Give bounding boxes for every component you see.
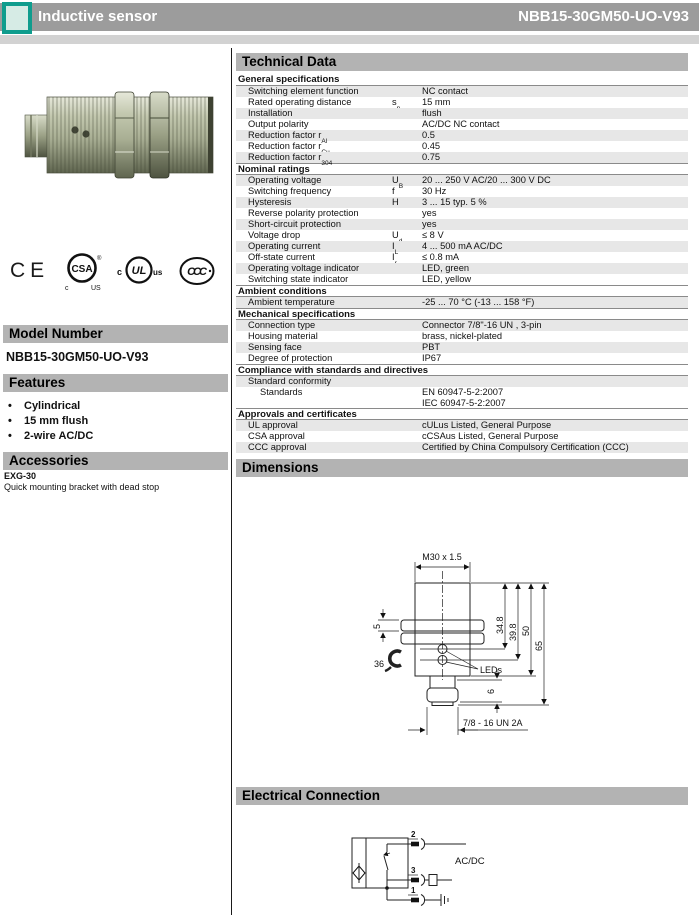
spec-value: Connector 7/8"-16 UN , 3-pin <box>422 320 542 330</box>
csa-logo-icon <box>61 249 103 293</box>
svg-text:CSA: CSA <box>71 264 94 275</box>
dim-39-8: 39.8 <box>508 623 518 641</box>
spec-row <box>236 219 688 230</box>
spec-row <box>236 130 688 145</box>
spec-label: Standards <box>260 387 303 397</box>
accessories-heading: Accessories <box>3 452 228 470</box>
spec-value: ≤ 0.8 mA <box>422 252 460 262</box>
inductive-sensor-symbol <box>353 863 365 883</box>
spec-section-title: Nominal ratings <box>236 163 688 175</box>
features-heading: Features <box>3 374 228 392</box>
product-photo <box>12 72 220 212</box>
spec-value: flush <box>422 108 442 118</box>
hex-nut-front <box>115 92 134 178</box>
spec-row <box>236 376 688 387</box>
part-number: NBB15-30GM50-UO-V93 <box>518 8 689 25</box>
bullet-icon: • <box>8 400 12 412</box>
spec-label: Installation <box>248 108 293 118</box>
spec-value: yes <box>422 219 437 229</box>
svg-text:UL: UL <box>131 265 147 277</box>
feature-label: 15 mm flush <box>24 415 89 427</box>
spec-row <box>236 331 688 342</box>
spec-value: cULus Listed, General Purpose <box>422 420 552 430</box>
spec-label: UL approval <box>248 420 298 430</box>
spec-row <box>236 230 688 241</box>
wrench-icon <box>390 651 401 666</box>
spec-row <box>236 119 688 130</box>
spec-label: Housing material <box>248 331 318 341</box>
spec-row <box>236 252 688 263</box>
spec-label: Reverse polarity protection <box>248 208 359 218</box>
hex-nut-back <box>150 92 169 178</box>
spec-symbol: $I_L$ <box>392 241 399 256</box>
ccc-logo-icon <box>176 253 222 289</box>
spec-label: CSA approval <box>248 431 305 441</box>
spec-row <box>236 431 688 442</box>
model-number-heading: Model Number <box>3 325 228 343</box>
feature-item <box>8 429 93 444</box>
terminal-1 <box>387 886 448 906</box>
model-number-value: NBB15-30GM50-UO-V93 <box>6 350 149 364</box>
wiring-diagram <box>340 826 540 915</box>
spec-label: Reduction factor $r_{Al}$ <box>248 130 328 145</box>
terminal-2-label: 2 <box>411 830 416 839</box>
spec-row <box>236 186 688 197</box>
dim-5: 5 <box>372 623 382 629</box>
spec-row <box>236 274 688 285</box>
dim-65: 65 <box>534 640 544 651</box>
spec-label: Reduction factor $r_{304}$ <box>248 152 333 167</box>
spec-value: -25 ... 70 °C (-13 ... 158 °F) <box>422 297 535 307</box>
spec-symbol: I <box>392 252 395 262</box>
brand-square-icon <box>2 2 32 34</box>
terminal-2 <box>387 830 466 850</box>
spec-label: Standard conformity <box>248 376 332 386</box>
spec-symbol: U <box>392 230 399 240</box>
technical-data-table <box>236 74 688 453</box>
dim-50: 50 <box>521 625 531 636</box>
spec-row <box>236 108 688 119</box>
spec-label: Operating voltage indicator <box>248 263 360 273</box>
bullet-icon: • <box>8 415 12 427</box>
spec-value: brass, nickel-plated <box>422 331 503 341</box>
right-column <box>236 48 690 915</box>
technical-data-heading: Technical Data <box>236 53 688 71</box>
connector-thread-label: 7/8 - 16 UN 2A <box>463 718 523 728</box>
spec-value: 0.75 <box>422 152 441 162</box>
spec-row <box>236 353 688 364</box>
spec-row <box>236 208 688 219</box>
supply-label: AC/DC <box>455 856 485 867</box>
spec-value: cCSAus Listed, General Purpose <box>422 431 559 441</box>
spec-symbol: H <box>392 197 399 207</box>
terminal-1-label: 1 <box>411 886 416 895</box>
spec-label: Sensing face <box>248 342 302 352</box>
left-column <box>0 48 231 915</box>
dimension-drawing <box>366 538 656 753</box>
spec-value: 3 ... 15 typ. 5 % <box>422 197 487 207</box>
spec-label: Connection type <box>248 320 316 330</box>
feature-label: 2-wire AC/DC <box>24 430 94 442</box>
spec-value: LED, yellow <box>422 274 472 284</box>
thread-label: M30 x 1.5 <box>422 552 462 562</box>
spec-value: 30 Hz <box>422 186 447 196</box>
spec-value: 4 ... 500 mA AC/DC <box>422 241 503 251</box>
spec-value: IP67 <box>422 353 442 363</box>
accessory-name: EXG-30 <box>4 471 37 481</box>
spec-label: Voltage drop <box>248 230 301 240</box>
spec-label: Switching element function <box>248 86 359 96</box>
terminal-3-label: 3 <box>411 866 416 875</box>
spec-row <box>236 175 688 190</box>
spec-value: 15 mm <box>422 97 451 107</box>
spec-section-title: Approvals and certificates <box>236 408 688 420</box>
spec-label: CCC approval <box>248 442 307 452</box>
electrical-connection-heading: Electrical Connection <box>236 787 688 805</box>
spec-section-title: General specifications <box>236 74 688 86</box>
spec-label: Off-state current <box>248 252 315 262</box>
dimensions-heading: Dimensions <box>236 459 688 477</box>
column-divider <box>231 48 232 915</box>
spec-label: Switching state indicator <box>248 274 349 284</box>
accessory-description: Quick mounting bracket with dead stop <box>4 482 160 492</box>
spec-label: Hysteresis <box>248 197 292 207</box>
terminal-3 <box>387 866 452 886</box>
svg-text:®: ® <box>97 256 102 262</box>
spec-value: ≤ 8 V <box>422 230 444 240</box>
drawing-connector-shaft <box>430 676 455 688</box>
drawing-connector-collar <box>427 688 458 702</box>
spec-row <box>236 86 688 97</box>
header-strip <box>0 35 699 44</box>
page-title: Inductive sensor <box>38 8 158 25</box>
spec-label: Operating voltage <box>248 175 322 185</box>
spec-value: Certified by China Compulsory Certification (CCC) <box>422 442 629 452</box>
ground-symbol <box>441 894 448 906</box>
svg-text:c: c <box>116 267 122 277</box>
spec-value: 0.45 <box>422 141 441 151</box>
spec-symbol: $U_B$ <box>392 175 404 190</box>
ce-mark-icon: CE <box>10 259 50 282</box>
spec-value: 0.5 <box>422 130 435 140</box>
spec-label: Operating current <box>248 241 321 251</box>
spec-label: Short-circuit protection <box>248 219 342 229</box>
svg-text:us: us <box>152 268 163 277</box>
spec-symbol: s <box>392 97 397 107</box>
spec-section-title: Mechanical specifications <box>236 308 688 320</box>
svg-text:CCC: CCC <box>187 266 205 278</box>
spec-label: Degree of protection <box>248 353 333 363</box>
spec-value: 20 ... 250 V AC/20 ... 300 V DC <box>422 175 551 185</box>
spec-value: NC contact <box>422 86 468 96</box>
cul-logo-icon <box>116 251 164 291</box>
dim-34-8: 34.8 <box>495 616 505 634</box>
dim-6: 6 <box>486 688 496 694</box>
spec-row <box>236 141 688 152</box>
svg-text:c: c <box>65 285 69 292</box>
spec-symbol: f <box>392 186 395 196</box>
spec-row <box>236 342 688 353</box>
spec-row <box>236 241 688 256</box>
svg-text:US: US <box>91 285 102 292</box>
spec-label: Output polarity <box>248 119 309 129</box>
spec-row <box>236 387 688 408</box>
leds-label: LEDs <box>480 665 503 675</box>
spec-label: Switching frequency <box>248 186 332 196</box>
feature-item <box>8 399 93 414</box>
spec-row <box>236 320 688 331</box>
sensor-connector-end <box>25 115 49 157</box>
spec-row <box>236 152 688 167</box>
nc-switch-symbol <box>384 844 390 890</box>
wrench-size-label: 36 <box>374 659 385 669</box>
spec-row <box>236 442 688 453</box>
spec-row <box>236 297 688 308</box>
spec-label: Ambient temperature <box>248 297 335 307</box>
spec-value: EN 60947-5-2:2007 <box>422 387 504 397</box>
spec-row <box>236 197 688 208</box>
spec-label: Reduction factor r <box>248 141 322 151</box>
spec-row <box>236 420 688 431</box>
spec-value: IEC 60947-5-2:2007 <box>422 397 506 408</box>
spec-value: yes <box>422 208 437 218</box>
spec-value: PBT <box>422 342 441 352</box>
bullet-icon: • <box>8 430 12 442</box>
spec-value: LED, green <box>422 263 470 273</box>
spec-row <box>236 97 688 108</box>
spec-label: Rated operating distance <box>248 97 352 107</box>
feature-label: Cylindrical <box>24 400 81 412</box>
spec-section-title: Compliance with standards and directives <box>236 364 688 376</box>
load-symbol <box>429 875 437 886</box>
feature-item <box>8 414 93 429</box>
spec-value: AC/DC NC contact <box>422 119 500 129</box>
features-list <box>8 399 93 444</box>
certification-logos <box>10 248 222 294</box>
spec-row <box>236 263 688 274</box>
spec-section-title: Ambient conditions <box>236 285 688 297</box>
